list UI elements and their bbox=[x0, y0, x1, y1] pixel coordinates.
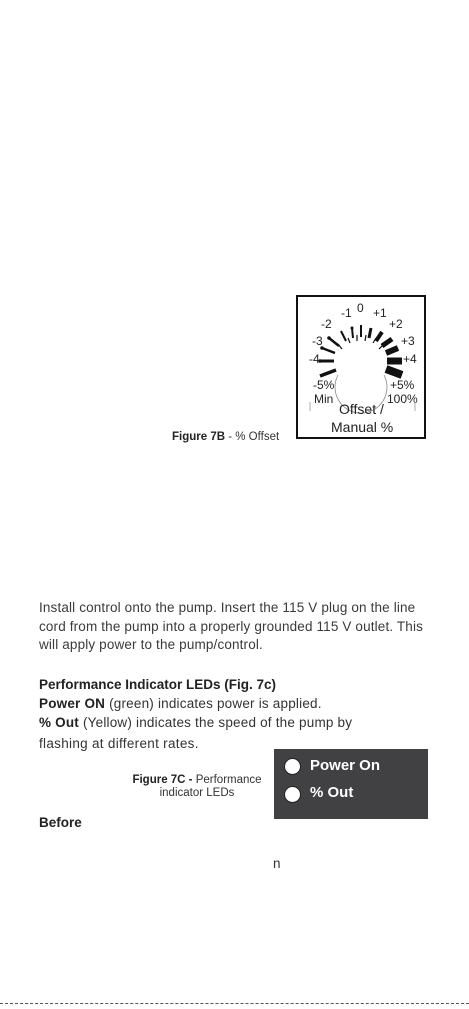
led-panel-figure bbox=[274, 749, 428, 819]
dial-label-100pct: 100% bbox=[387, 392, 418, 406]
dial-label-plus3: +3 bbox=[401, 334, 415, 348]
dial-label-minus2: -2 bbox=[321, 317, 332, 331]
dial-label-minus3: -3 bbox=[312, 334, 323, 348]
dial-center-label-line2: Manual % bbox=[331, 419, 394, 435]
figure-7b-caption bbox=[172, 431, 279, 444]
power-on-led-icon bbox=[284, 758, 301, 775]
power-on-text: (green) indicates power is applied. bbox=[105, 696, 322, 711]
percent-out-led-icon bbox=[284, 786, 301, 803]
install-paragraph: Install control onto the pump. Insert the 115 V plug on the line cord from the pump into a properly grounded 115 V outlet. This will apply power to the pump/control. bbox=[39, 600, 424, 653]
dial-ticks bbox=[320, 325, 402, 376]
before-heading: Before bbox=[39, 815, 82, 830]
dial-label-min: Min bbox=[314, 392, 334, 406]
power-on-line bbox=[39, 696, 322, 711]
power-on-label: Power ON bbox=[39, 696, 106, 711]
dial-label-plus5pct: +5% bbox=[390, 378, 415, 392]
figure-7c-caption-text-2: indicator LEDs bbox=[159, 787, 235, 799]
figure-7b-caption-text: - % Offset bbox=[225, 431, 280, 443]
dial-center-label-line1: Offset / bbox=[339, 401, 384, 417]
page-bottom-rule bbox=[0, 1003, 469, 1004]
dial-label-plus1: +1 bbox=[373, 306, 387, 320]
dial-label-minus1: -1 bbox=[341, 306, 352, 320]
offset-dial-drawing bbox=[298, 297, 424, 437]
figure-7b-label: Figure 7B bbox=[172, 431, 226, 443]
dial-label-plus4: +4 bbox=[403, 352, 417, 366]
dial-label-minus5pct: -5% bbox=[313, 378, 335, 392]
figure-7c-caption bbox=[122, 774, 272, 800]
text-fragment: n bbox=[273, 856, 281, 871]
percent-out-line bbox=[39, 715, 352, 730]
percent-out-label: % Out bbox=[39, 715, 79, 730]
percent-out-text: (Yellow) indicates the speed of the pump by bbox=[79, 715, 353, 730]
figure-7c-caption-text-1: Performance bbox=[192, 774, 262, 786]
power-on-led-label: Power On bbox=[310, 757, 381, 774]
offset-dial-figure bbox=[296, 295, 426, 439]
figure-7c-label: Figure 7C - bbox=[132, 774, 193, 786]
dial-label-plus2: +2 bbox=[389, 317, 403, 331]
dial-label-zero: 0 bbox=[357, 301, 364, 315]
performance-heading: Performance Indicator LEDs (Fig. 7c) bbox=[39, 677, 277, 692]
dial-label-minus4: -4 bbox=[309, 352, 320, 366]
flashing-line: flashing at different rates. bbox=[39, 736, 199, 751]
percent-out-led-label: % Out bbox=[310, 784, 354, 801]
